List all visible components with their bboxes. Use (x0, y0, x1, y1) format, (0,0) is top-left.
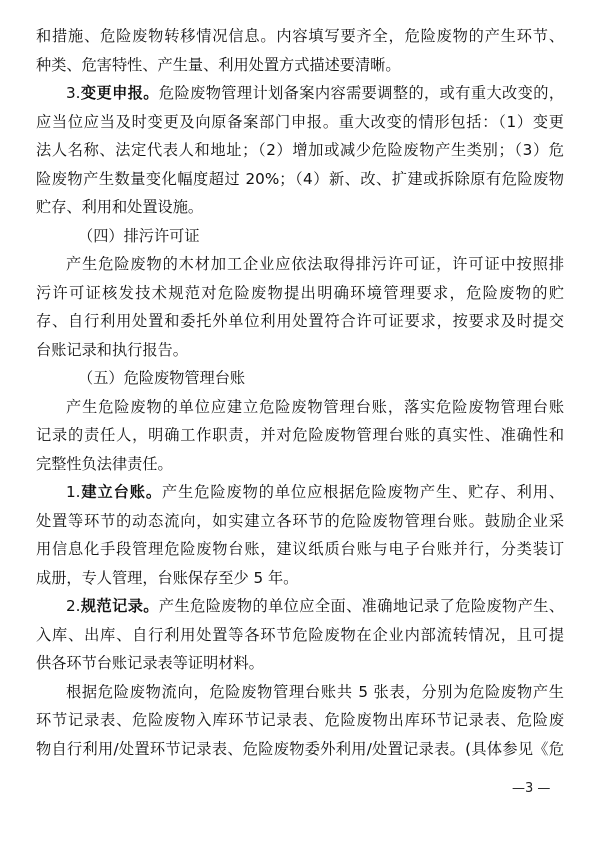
text-line: 险废物产生数量变化幅度超过 20%；（4）新、改、扩建或拆除原有危险废物 (36, 169, 564, 188)
text-line: 贮存、利用和处置设施。 (36, 198, 204, 216)
text-line: 污许可证核发技术规范对危险废物提出明确环境管理要求，危险废物的贮 (36, 283, 564, 302)
section-heading: （五）危险废物管理台账 (78, 369, 246, 387)
item-text: 产生危险废物的单位应全面、准确地记录了危险废物产生、 (158, 597, 564, 615)
text-line: 物自行利用/处置环节记录表、危险废物委外利用/处置记录表。(具体参见《危 (36, 739, 564, 758)
item-heading: 建立台账。 (80, 483, 163, 501)
item-number: 1. (66, 483, 81, 501)
text-line: 记录的责任人，明确工作职责，并对危险废物管理台账的真实性、准确性和 (36, 426, 564, 444)
text-line: 法人名称、法定代表人和地址；（2）增加或减少危险废物产生类别；（3）危 (36, 141, 564, 159)
text-line: 产生危险废物的木材加工企业应依法取得排污许可证，许可证中按照排 (66, 255, 564, 273)
text-line (36, 478, 564, 507)
text-line: 和措施、危险废物转移情况信息。内容填写要齐全，危险废物的产生环节、 (36, 27, 564, 45)
page-number: —3 — (512, 781, 551, 796)
text-line: 供各环节台账记录表等证明材料。 (36, 654, 264, 672)
item-number: 2. (66, 597, 81, 615)
text-line: 根据危险废物流向，危险废物管理台账共 5 张表，分别为危险废物产生 (66, 682, 564, 701)
text-line: 种类、危害特性、产生量、利用处置方式描述要清晰。 (36, 55, 401, 74)
text-line: 完整性负法律责任。 (36, 454, 173, 473)
text-line: 存、自行利用处置和委托外单位利用处置符合许可证要求，按要求及时提交 (36, 312, 564, 330)
text-line: 环节记录表、危险废物入库环节记录表、危险废物出库环节记录表、危险废 (36, 711, 564, 729)
item-heading: 变更申报。 (80, 84, 159, 102)
text-line: 成册，专人管理，台账保存至少 5 年。 (36, 568, 299, 587)
text-line: 入库、出库、自行利用处置等各环节危险废物在企业内部流转情况，且可提 (36, 625, 564, 644)
body-text (36, 22, 564, 763)
item-text: 产生危险废物的单位应根据危险废物产生、贮存、利用、 (162, 483, 564, 501)
item-number: 3. (66, 84, 81, 102)
text-line (36, 592, 564, 621)
text-line: 用信息化手段管理危险废物台账，建议纸质台账与电子台账并行，分类装订 (36, 540, 564, 558)
text-line: 台账记录和执行报告。 (36, 340, 188, 359)
text-line: 应当位应当及时变更及向原备案部门申报。重大改变的情形包括：（1）变更 (36, 112, 564, 131)
text-line: 产生危险废物的单位应建立危险废物管理台账，落实危险废物管理台账 (66, 397, 564, 416)
text-line (36, 79, 564, 108)
item-text: 危险废物管理计划备案内容需要调整的，或有重大改变的， (158, 84, 564, 102)
item-heading: 规范记录。 (80, 597, 159, 615)
section-heading: （四）排污许可证 (78, 226, 200, 245)
text-line: 处置等环节的动态流向，如实建立各环节的危险废物管理台账。鼓励企业采 (36, 511, 564, 530)
